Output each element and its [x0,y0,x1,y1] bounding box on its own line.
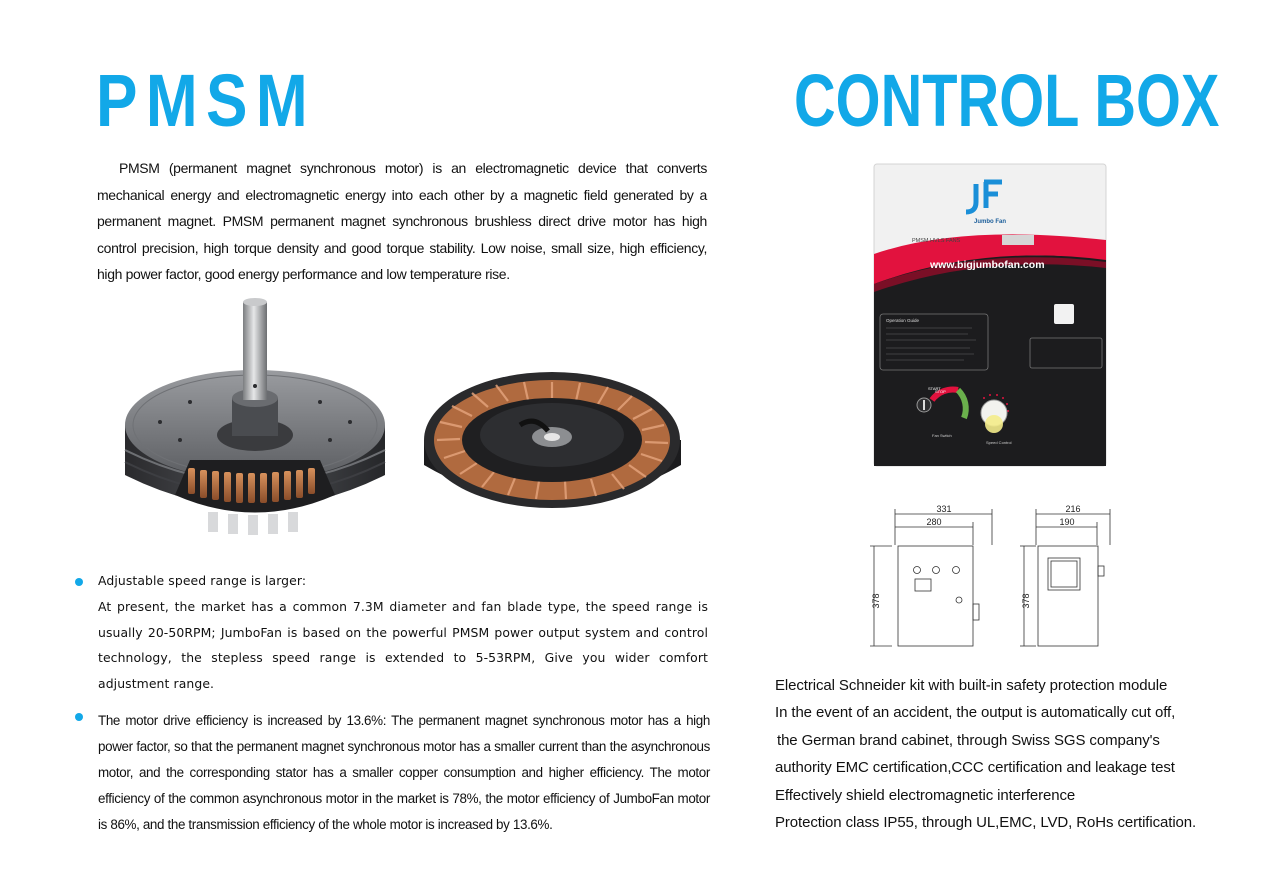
feature-line: Effectively shield electromagnetic interference [775,786,1076,804]
pmsm-motor-image [120,290,390,545]
box-spec-sticker [1002,235,1034,245]
feature-line: Protection class IP55, through UL,EMC, LVD, RoHs certification. [775,814,1197,832]
feature-line: Electrical Schneider kit with built-in safety protection module [775,677,1168,694]
control-box-title: CONTROL BOX [794,59,1220,142]
bullet-dot-efficiency [75,713,83,721]
box-website: www.bigjumbofan.com [930,259,1045,271]
fan-switch-label: Fan Switch [932,433,952,438]
operation-guide-title: Operation Guide [886,318,920,323]
speed-control-label: Speed Control [986,440,1012,445]
efficiency-paragraph: The motor drive efficiency is increased by 13.6%: The permanent magnet synchronous motor has a high power factor, so that the permanent magnet synchronous motor has a smaller current than the asynchronous motor, and the corresponding stator has a smaller copper consumption and higher efficiency. The motor efficiency of the common asynchronous motor in the market is 78%, the motor efficiency of JumboFan motor is 86%, and the transmission efficiency of the whole motor is increased by 13.6%. [98,713,710,832]
box-product-label: PMSM HVLS FANS [912,238,961,244]
pmsm-intro-paragraph: PMSM (permanent magnet synchronous motor) is an electromagnetic device that converts mechanical energy and electromagnetic energy into each other by a magnetic field generated by a permanent magnet. PMSM permanent magnet synchronous brushless direct drive motor has high control precision, high torque density and good torque stability. Low noise, small size, high efficiency, high power factor, good energy performance and low temperature rise. [97,160,707,283]
box-logo-text: Jumbo Fan [973,219,1007,225]
speed-range-heading: Adjustable speed range is larger: [98,573,307,588]
start-label: START [928,386,941,391]
dim-front-inner: 280 [926,517,942,527]
speed-range-section [98,568,708,697]
pmsm-rotor-image [420,365,685,535]
stop-label: STOP [935,389,946,394]
control-box-image [872,162,1108,468]
dim-side-height: 378 [1021,593,1031,609]
dim-front-outer: 331 [936,504,952,514]
control-box-dimension-drawing [862,500,1132,660]
dim-side-inner: 190 [1059,517,1075,527]
bullet-dot-speed [75,578,83,586]
control-box-features [775,672,1255,836]
speed-range-body: At present, the market has a common 7.3M diameter and fan blade type, the speed range is usually 20-50RPM; JumboFan is based on the powerful PMSM power output system and control technology, the stepless speed range is extended to 5-53RPM, Give you wider comfort adjustment range. [98,598,708,692]
dim-front-height: 378 [871,593,881,609]
pmsm-title: PMSM [96,59,317,142]
feature-line: In the event of an accident, the output is automatically cut off, [775,704,1176,722]
feature-line: the German brand cabinet, through Swiss SGS company's [777,731,1160,749]
dim-side-outer: 216 [1065,504,1081,514]
certification-badge-icon [1054,304,1074,324]
feature-line: authority EMC certification,CCC certification and leakage test [775,759,1175,777]
